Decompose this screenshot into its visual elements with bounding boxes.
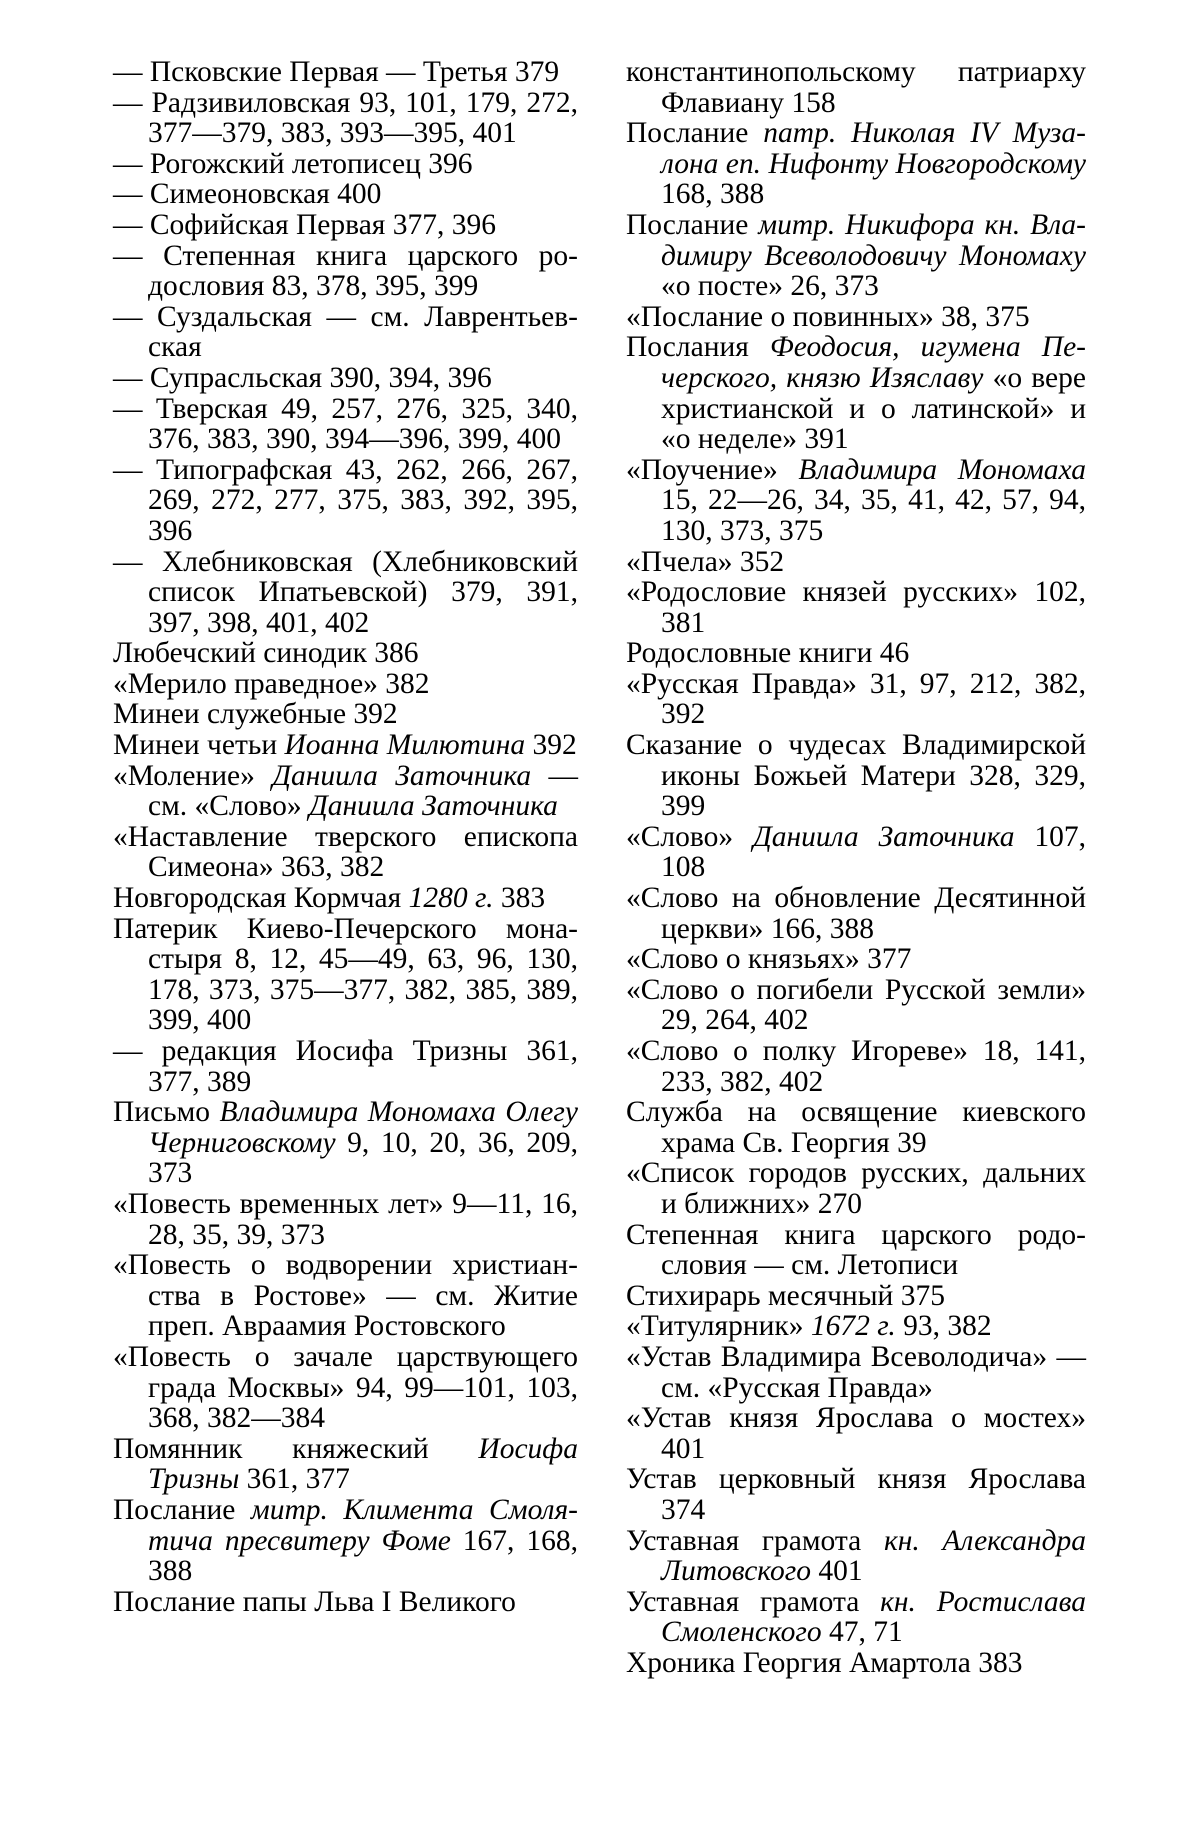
index-entry bbox=[113, 638, 578, 669]
index-entry bbox=[626, 210, 1086, 302]
index-entry bbox=[113, 669, 578, 700]
index-entry bbox=[626, 57, 1086, 118]
index-entry bbox=[626, 1097, 1086, 1158]
index-entry-text: «Слово на обновление Десятин­ной церкви» 166, 388 bbox=[626, 882, 1086, 945]
index-entry-text: — Тверская 49, 257, 276, 325, 340, 376, 383, 390, 394—396, 399, 400 bbox=[113, 393, 578, 456]
index-entry-text: «Титулярник» bbox=[626, 1310, 811, 1342]
index-entry-text: — редакция Иосифа Тризны 361, 377, 389 bbox=[113, 1035, 578, 1098]
index-entry bbox=[113, 1434, 578, 1495]
index-entry-italic-text: Владимира Мономаха bbox=[798, 454, 1086, 486]
index-entry bbox=[626, 1342, 1086, 1403]
index-entry-text: Родословные книги 46 bbox=[626, 637, 909, 669]
index-entry bbox=[113, 1250, 578, 1342]
index-entry bbox=[626, 883, 1086, 944]
index-entry bbox=[626, 118, 1086, 210]
index-entry-text: Стихирарь месячный 375 bbox=[626, 1280, 945, 1312]
index-entry bbox=[113, 699, 578, 730]
index-entry-text: «Слово» bbox=[626, 821, 753, 853]
index-entry-text: «Слово о погибели Русской зем­ли» 29, 264, 402 bbox=[626, 974, 1086, 1037]
index-entry-text: «Моление» bbox=[113, 760, 272, 792]
index-entry-text: «о посте» 26, 373 bbox=[661, 270, 879, 302]
index-entry bbox=[626, 1464, 1086, 1525]
index-entry-text: «Наставление тверского епископа Симеона» 363, 382 bbox=[113, 821, 578, 884]
index-entry bbox=[113, 394, 578, 455]
index-entry bbox=[113, 761, 578, 822]
index-entry bbox=[113, 57, 578, 88]
index-entry bbox=[626, 730, 1086, 822]
index-entry bbox=[113, 241, 578, 302]
index-entry-text: — Хлебниковская (Хлебников­ский список Ипатьевской) 379, 391, 397, 398, 401, 402 bbox=[113, 546, 578, 639]
index-entry-text: Сказание о чудесах Владимирской иконы Божьей Матери 328, 329, 399 bbox=[626, 729, 1086, 822]
index-entry-text: — Степенная книга царского ро­дословия 83, 378, 395, 399 bbox=[113, 240, 578, 303]
index-entry-italic-text: Даниила Заточника bbox=[309, 790, 558, 822]
index-entry-text: «Устав Владимира Всеволодича» — см. «Русская Правда» bbox=[626, 1341, 1086, 1404]
index-entry-text: 9, 10, 20, 36, 209, 373 bbox=[148, 1127, 578, 1190]
index-entry-text: — Супрасльская 390, 394, 396 bbox=[113, 362, 492, 394]
index-entry-text: — Суздальская — см. Лаврентьев­ская bbox=[113, 301, 578, 364]
index-entry-text: 392 bbox=[525, 729, 577, 761]
index-entry bbox=[626, 944, 1086, 975]
index-entry-italic-text: патр. Николая IV Муза­лона еп. Нифонту Новгородско­му bbox=[661, 117, 1086, 180]
index-entry-italic-text: Иосифа Тризны bbox=[148, 1433, 578, 1496]
index-entry-text: Послания bbox=[626, 331, 770, 363]
index-entry bbox=[626, 1648, 1086, 1679]
index-entry-text: Новгородская Кормчая bbox=[113, 882, 409, 914]
index-entry-text: «Поучение» bbox=[626, 454, 798, 486]
index-entry-text: 383 bbox=[493, 882, 545, 914]
index-entry bbox=[113, 883, 578, 914]
index-entry-text: «о ве­ре христианской и о латин­ской» и «о неделе» 391 bbox=[661, 362, 1086, 455]
index-entry bbox=[626, 1587, 1086, 1648]
index-entry bbox=[113, 210, 578, 241]
index-entry-text: Уставная грамота bbox=[626, 1525, 884, 1557]
index-entry-italic-text: Владимира Мономаха Оле­гу Черниговскому bbox=[148, 1096, 578, 1159]
index-entry-italic-text: митр. Климента Смоля­тича пресвитеру Фоме bbox=[148, 1494, 578, 1557]
index-entry bbox=[626, 975, 1086, 1036]
index-entry bbox=[113, 455, 578, 547]
index-column-right bbox=[626, 57, 1086, 1678]
index-entry-text: «Устав князя Ярослава о мостех» 401 bbox=[626, 1402, 1086, 1465]
index-entry-text: Послание bbox=[626, 117, 763, 149]
index-entry-text: «Родословие князей русских» 102, 381 bbox=[626, 576, 1086, 639]
index-column-left bbox=[113, 57, 578, 1617]
index-entry-text: Хроника Георгия Амартола 383 bbox=[626, 1647, 1023, 1679]
index-entry bbox=[626, 455, 1086, 547]
index-entry-italic-text: 1672 г. bbox=[811, 1310, 896, 1342]
index-entry bbox=[626, 1403, 1086, 1464]
index-entry-italic-text: Иоанна Милютина bbox=[285, 729, 526, 761]
index-entry bbox=[113, 547, 578, 639]
index-entry-text: 167, 168, 388 bbox=[148, 1525, 578, 1588]
index-entry bbox=[626, 1220, 1086, 1281]
index-entry bbox=[626, 1158, 1086, 1219]
index-entry-text: 47, 71 bbox=[822, 1616, 903, 1648]
index-entry bbox=[113, 914, 578, 1036]
index-entry bbox=[626, 547, 1086, 578]
index-entry-text: Письмо bbox=[113, 1096, 220, 1128]
index-entry bbox=[626, 332, 1086, 454]
index-entry-text: «Русская Правда» 31, 97, 212, 382, 392 bbox=[626, 668, 1086, 731]
index-entry-italic-text: Феодосия, игумена Пе­черского, князю Изяславу bbox=[661, 331, 1086, 394]
index-entry-text: — см. «Слово» bbox=[148, 760, 578, 823]
index-entry-text: Степенная книга царского родо­словия — см. Летописи bbox=[626, 1219, 1086, 1282]
index-entry bbox=[113, 179, 578, 210]
index-entry-text: «Повесть о водворении христиан­ства в Ростове» — см. Житие преп. Авраамия Ростовского bbox=[113, 1249, 578, 1342]
index-entry bbox=[626, 1281, 1086, 1312]
index-entry-text: Устав церковный князя Ярослава 374 bbox=[626, 1463, 1086, 1526]
index-entry bbox=[626, 1036, 1086, 1097]
index-entry-text: 93, 382 bbox=[896, 1310, 992, 1342]
index-entry bbox=[626, 302, 1086, 333]
index-entry-text: «Слово о полку Игореве» 18, 141, 233, 382, 402 bbox=[626, 1035, 1086, 1098]
index-entry-text: — Псковские Первая — Третья 379 bbox=[113, 56, 559, 88]
index-entry-text: Минеи четьи bbox=[113, 729, 285, 761]
index-entry-text: — Рогожский летописец 396 bbox=[113, 148, 473, 180]
index-entry-text: Патерик Киево-Печерского мона­стыря 8, 12, 45—49, 63, 96, 130, 178, 373, 375—377, 382, 385, 389, 399, 400 bbox=[113, 913, 578, 1037]
index-entry-text: Помянник княжеский bbox=[113, 1433, 478, 1465]
index-entry-text: «Слово о князьях» 377 bbox=[626, 943, 911, 975]
index-entry-italic-text: кн. Александра Литовского bbox=[661, 1525, 1086, 1588]
index-entry-text: Минеи служебные 392 bbox=[113, 698, 398, 730]
index-entry bbox=[113, 1036, 578, 1097]
index-entry-italic-text: митр. Никифора кн. Вла­димиру Всеволодовичу Мономаху bbox=[661, 209, 1086, 272]
index-entry-text: «Повесть временных лет» 9—11, 16, 28, 35, 39, 373 bbox=[113, 1188, 578, 1251]
index-entry-text: 401 bbox=[811, 1555, 863, 1587]
index-entry-text: Послание bbox=[626, 209, 758, 241]
index-entry-italic-text: Даниила Заточника bbox=[753, 821, 1014, 853]
index-entry-text: — Симеоновская 400 bbox=[113, 178, 381, 210]
index-entry bbox=[626, 638, 1086, 669]
index-entry-text: 107, 108 bbox=[661, 821, 1086, 884]
index-entry bbox=[113, 363, 578, 394]
index-entry bbox=[626, 577, 1086, 638]
index-entry bbox=[113, 88, 578, 149]
index-entry-text: «Послание о повинных» 38, 375 bbox=[626, 301, 1030, 333]
index-entry bbox=[113, 1189, 578, 1250]
index-entry-text: «Мерило праведное» 382 bbox=[113, 668, 430, 700]
index-entry bbox=[113, 149, 578, 180]
index-entry-italic-text: кн. Ростислава Смоленского bbox=[661, 1586, 1086, 1649]
index-entry-text: Служба на освящение киевского храма Св. Георгия 39 bbox=[626, 1096, 1086, 1159]
index-entry bbox=[626, 1526, 1086, 1587]
index-entry-italic-text: 1280 г. bbox=[409, 882, 494, 914]
index-entry bbox=[626, 669, 1086, 730]
index-entry-text: «Повесть о зачале царствующего града Москвы» 94, 99—101, 103, 368, 382—384 bbox=[113, 1341, 578, 1434]
index-entry-italic-text: Даниила Заточника bbox=[272, 760, 531, 792]
index-entry bbox=[113, 1342, 578, 1434]
index-entry-text: «Список городов русских, даль­них и ближних» 270 bbox=[626, 1157, 1086, 1220]
index-entry-text: 361, 377 bbox=[239, 1463, 350, 1495]
index-entry-text: — Софийская Первая 377, 396 bbox=[113, 209, 496, 241]
index-entry-text: 168, 388 bbox=[661, 178, 764, 210]
index-entry bbox=[113, 1587, 578, 1618]
index-entry-text: 15, 22—26, 34, 35, 41, 42, 57, 94, 130, 373, 375 bbox=[661, 484, 1086, 547]
index-entry bbox=[113, 302, 578, 363]
index-page bbox=[0, 0, 1200, 1846]
index-entry-text: константинопольскому патри­арху Флавиану 158 bbox=[626, 56, 1086, 119]
index-entry bbox=[113, 730, 578, 761]
index-entry-text: Любечский синодик 386 bbox=[113, 637, 419, 669]
index-entry-text: «Пчела» 352 bbox=[626, 546, 784, 578]
index-entry bbox=[113, 1495, 578, 1587]
index-entry-text: — Радзивиловская 93, 101, 179, 272, 377—379, 383, 393—395, 401 bbox=[113, 87, 578, 150]
index-entry-text: Послание папы Льва I Великого bbox=[113, 1586, 516, 1618]
index-entry bbox=[626, 822, 1086, 883]
index-entry-text: — Типографская 43, 262, 266, 267, 269, 272, 277, 375, 383, 392, 395, 396 bbox=[113, 454, 578, 547]
index-entry bbox=[626, 1311, 1086, 1342]
index-entry-text: Послание bbox=[113, 1494, 251, 1526]
index-entry bbox=[113, 822, 578, 883]
index-entry bbox=[113, 1097, 578, 1189]
index-entry-text: Уставная грамота bbox=[626, 1586, 880, 1618]
